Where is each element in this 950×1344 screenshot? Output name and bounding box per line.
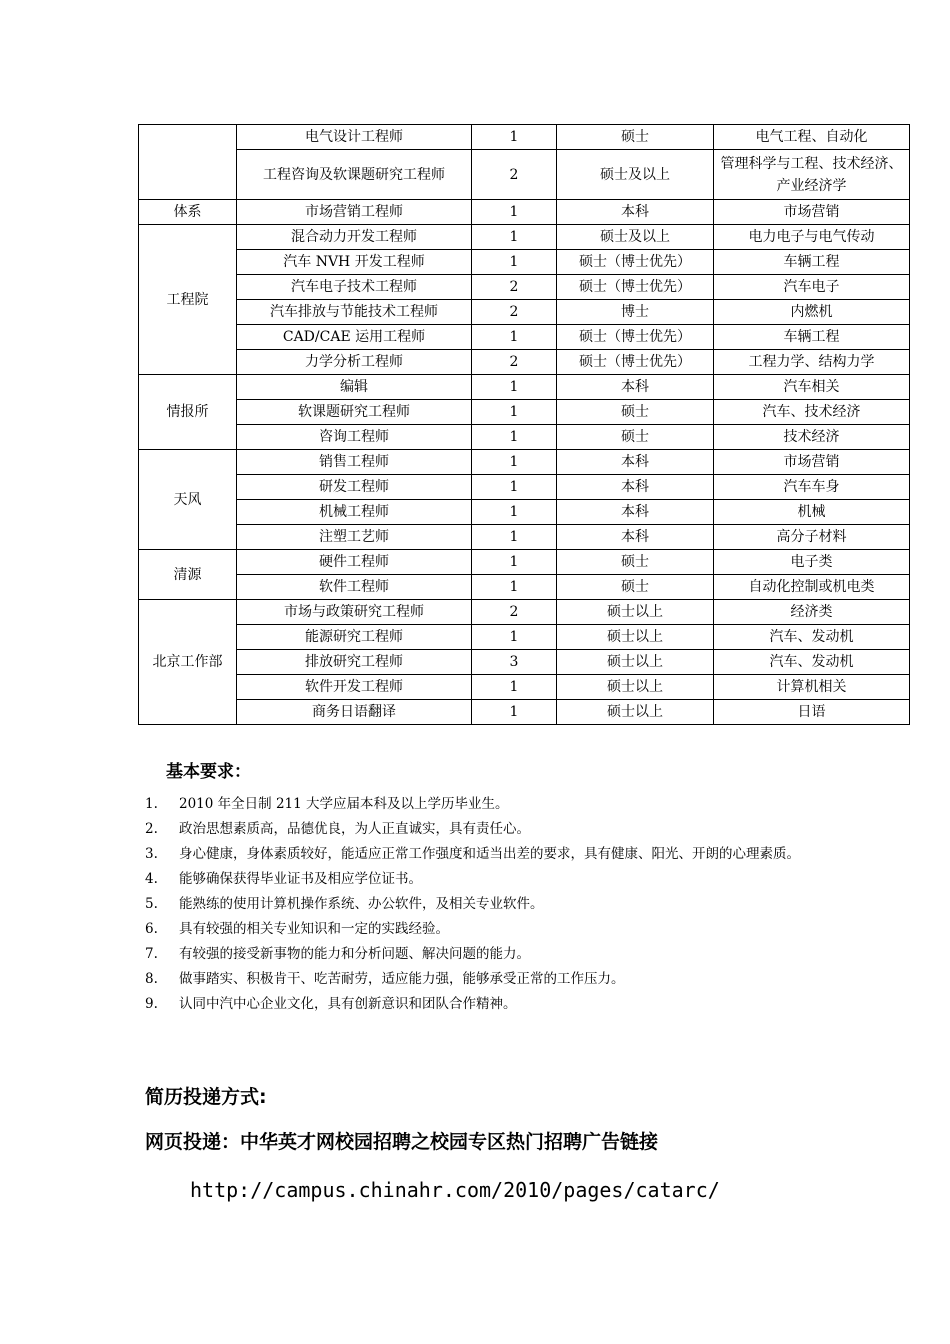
count-cell: 1: [472, 525, 557, 550]
requirement-text: 能熟练的使用计算机操作系统、办公软件，及相关专业软件。: [179, 896, 544, 912]
dept-cell: 天风: [139, 450, 237, 550]
count-cell: 1: [472, 700, 557, 725]
dept-cell: 工程院: [139, 225, 237, 375]
table-row: [139, 225, 910, 250]
requirement-text: 认同中汽中心企业文化，具有创新意识和团队合作精神。: [179, 996, 517, 1012]
table-row: [139, 275, 910, 300]
position-cell: 排放研究工程师: [237, 650, 472, 675]
position-cell: 混合动力开发工程师: [237, 225, 472, 250]
table-row: [139, 575, 910, 600]
degree-cell: 博士: [557, 300, 714, 325]
table-row: [139, 325, 910, 350]
count-cell: 2: [472, 600, 557, 625]
table-row: [139, 125, 910, 150]
requirement-number: 4.: [145, 871, 158, 887]
position-cell: 市场营销工程师: [237, 200, 472, 225]
major-cell: 电力电子与电气传动: [714, 225, 910, 250]
degree-cell: 硕士: [557, 400, 714, 425]
count-cell: 1: [472, 500, 557, 525]
requirement-item: [145, 917, 845, 942]
requirement-item: [145, 817, 845, 842]
count-cell: 2: [472, 275, 557, 300]
major-cell: 电子类: [714, 550, 910, 575]
major-cell: 车辆工程: [714, 250, 910, 275]
requirement-text: 具有较强的相关专业知识和一定的实践经验。: [179, 921, 449, 937]
count-cell: 1: [472, 450, 557, 475]
position-cell: 汽车排放与节能技术工程师: [237, 300, 472, 325]
count-cell: 1: [472, 425, 557, 450]
position-cell: 研发工程师: [237, 475, 472, 500]
major-cell: 汽车、技术经济: [714, 400, 910, 425]
table-body: [139, 125, 910, 725]
count-cell: 1: [472, 475, 557, 500]
position-cell: 编辑: [237, 375, 472, 400]
table-row: [139, 600, 910, 625]
position-cell: 机械工程师: [237, 500, 472, 525]
requirement-text: 身心健康，身体素质较好，能适应正常工作强度和适当出差的要求，具有健康、阳光、开朗的心理素质。: [179, 846, 800, 862]
major-cell: 汽车、发动机: [714, 650, 910, 675]
major-cell: 日语: [714, 700, 910, 725]
degree-cell: 本科: [557, 200, 714, 225]
major-cell: 车辆工程: [714, 325, 910, 350]
position-cell: 市场与政策研究工程师: [237, 600, 472, 625]
requirement-number: 7.: [145, 946, 158, 962]
requirement-number: 2.: [145, 821, 158, 837]
major-cell: 市场营销: [714, 200, 910, 225]
degree-cell: 硕士（博士优先）: [557, 250, 714, 275]
count-cell: 2: [472, 150, 557, 200]
position-cell: CAD/CAE 运用工程师: [237, 325, 472, 350]
requirement-item: [145, 842, 845, 867]
requirement-text: 能够确保获得毕业证书及相应学位证书。: [179, 871, 422, 887]
requirement-item: [145, 967, 845, 992]
campus-url-link[interactable]: http://campus.chinahr.com/2010/pages/catarc/: [190, 1178, 720, 1202]
major-cell: 汽车电子: [714, 275, 910, 300]
position-cell: 软课题研究工程师: [237, 400, 472, 425]
degree-cell: 硕士: [557, 425, 714, 450]
table-row: [139, 525, 910, 550]
requirements-title: 基本要求：: [166, 762, 251, 782]
degree-cell: 本科: [557, 525, 714, 550]
table-row: [139, 500, 910, 525]
table-row: [139, 350, 910, 375]
requirements-list: [145, 792, 845, 1017]
major-cell: 内燃机: [714, 300, 910, 325]
degree-cell: 硕士（博士优先）: [557, 325, 714, 350]
count-cell: 1: [472, 675, 557, 700]
dept-cell: 清源: [139, 550, 237, 600]
requirement-number: 1.: [145, 796, 158, 812]
degree-cell: 本科: [557, 450, 714, 475]
degree-cell: 硕士以上: [557, 675, 714, 700]
table-row: [139, 675, 910, 700]
recruitment-table: [138, 124, 910, 725]
dept-cell: 情报所: [139, 375, 237, 450]
requirement-item: [145, 867, 845, 892]
requirement-item: [145, 992, 845, 1017]
position-cell: 工程咨询及软课题研究工程师: [237, 150, 472, 200]
requirement-text: 政治思想素质高，品德优良，为人正直诚实，具有责任心。: [179, 821, 530, 837]
table-row: [139, 150, 910, 200]
major-cell: 高分子材料: [714, 525, 910, 550]
table-row: [139, 375, 910, 400]
count-cell: 1: [472, 125, 557, 150]
position-cell: 汽车电子技术工程师: [237, 275, 472, 300]
count-cell: 1: [472, 250, 557, 275]
degree-cell: 硕士（博士优先）: [557, 350, 714, 375]
count-cell: 1: [472, 375, 557, 400]
degree-cell: 硕士及以上: [557, 150, 714, 200]
requirement-number: 9.: [145, 996, 158, 1012]
requirement-number: 8.: [145, 971, 158, 987]
table-row: [139, 625, 910, 650]
degree-cell: 硕士以上: [557, 600, 714, 625]
count-cell: 2: [472, 350, 557, 375]
position-cell: 硬件工程师: [237, 550, 472, 575]
degree-cell: 硕士: [557, 125, 714, 150]
table-row: [139, 300, 910, 325]
position-cell: 咨询工程师: [237, 425, 472, 450]
position-cell: 电气设计工程师: [237, 125, 472, 150]
degree-cell: 本科: [557, 375, 714, 400]
degree-cell: 本科: [557, 500, 714, 525]
requirement-item: [145, 942, 845, 967]
major-cell: 市场营销: [714, 450, 910, 475]
major-cell: 汽车相关: [714, 375, 910, 400]
count-cell: 1: [472, 625, 557, 650]
degree-cell: 硕士: [557, 550, 714, 575]
count-cell: 1: [472, 400, 557, 425]
requirement-item: [145, 892, 845, 917]
major-cell: 计算机相关: [714, 675, 910, 700]
position-cell: 注塑工艺师: [237, 525, 472, 550]
count-cell: 1: [472, 575, 557, 600]
position-cell: 商务日语翻译: [237, 700, 472, 725]
position-cell: 能源研究工程师: [237, 625, 472, 650]
requirement-number: 3.: [145, 846, 158, 862]
table-row: [139, 550, 910, 575]
major-cell: 电气工程、自动化: [714, 125, 910, 150]
requirement-number: 5.: [145, 896, 158, 912]
table-row: [139, 450, 910, 475]
degree-cell: 硕士以上: [557, 650, 714, 675]
major-cell: 管理科学与工程、技术经济、产业经济学: [714, 150, 910, 200]
table-row: [139, 700, 910, 725]
dept-cell: [139, 125, 237, 200]
major-cell: 自动化控制或机电类: [714, 575, 910, 600]
requirement-number: 6.: [145, 921, 158, 937]
dept-cell: 北京工作部: [139, 600, 237, 725]
requirement-text: 有较强的接受新事物的能力和分析问题、解决问题的能力。: [179, 946, 530, 962]
resume-method-title: 简历投递方式:: [145, 1086, 267, 1108]
count-cell: 3: [472, 650, 557, 675]
web-submission-line: 网页投递：中华英才网校园招聘之校园专区热门招聘广告链接: [145, 1131, 659, 1153]
position-cell: 软件开发工程师: [237, 675, 472, 700]
table-row: [139, 200, 910, 225]
position-cell: 力学分析工程师: [237, 350, 472, 375]
table-row: [139, 475, 910, 500]
count-cell: 1: [472, 325, 557, 350]
requirement-text: 2010 年全日制 211 大学应届本科及以上学历毕业生。: [179, 796, 509, 812]
degree-cell: 硕士以上: [557, 625, 714, 650]
table-row: [139, 250, 910, 275]
position-cell: 汽车 NVH 开发工程师: [237, 250, 472, 275]
table-row: [139, 425, 910, 450]
degree-cell: 硕士: [557, 575, 714, 600]
table-row: [139, 650, 910, 675]
degree-cell: 硕士及以上: [557, 225, 714, 250]
count-cell: 1: [472, 200, 557, 225]
count-cell: 1: [472, 550, 557, 575]
major-cell: 经济类: [714, 600, 910, 625]
major-cell: 机械: [714, 500, 910, 525]
major-cell: 汽车车身: [714, 475, 910, 500]
degree-cell: 硕士以上: [557, 700, 714, 725]
major-cell: 技术经济: [714, 425, 910, 450]
dept-cell: 体系: [139, 200, 237, 225]
position-cell: 软件工程师: [237, 575, 472, 600]
table-row: [139, 400, 910, 425]
count-cell: 2: [472, 300, 557, 325]
major-cell: 工程力学、结构力学: [714, 350, 910, 375]
degree-cell: 本科: [557, 475, 714, 500]
requirement-item: [145, 792, 845, 817]
degree-cell: 硕士（博士优先）: [557, 275, 714, 300]
count-cell: 1: [472, 225, 557, 250]
requirement-text: 做事踏实、积极肯干、吃苦耐劳，适应能力强，能够承受正常的工作压力。: [179, 971, 625, 987]
position-cell: 销售工程师: [237, 450, 472, 475]
major-cell: 汽车、发动机: [714, 625, 910, 650]
